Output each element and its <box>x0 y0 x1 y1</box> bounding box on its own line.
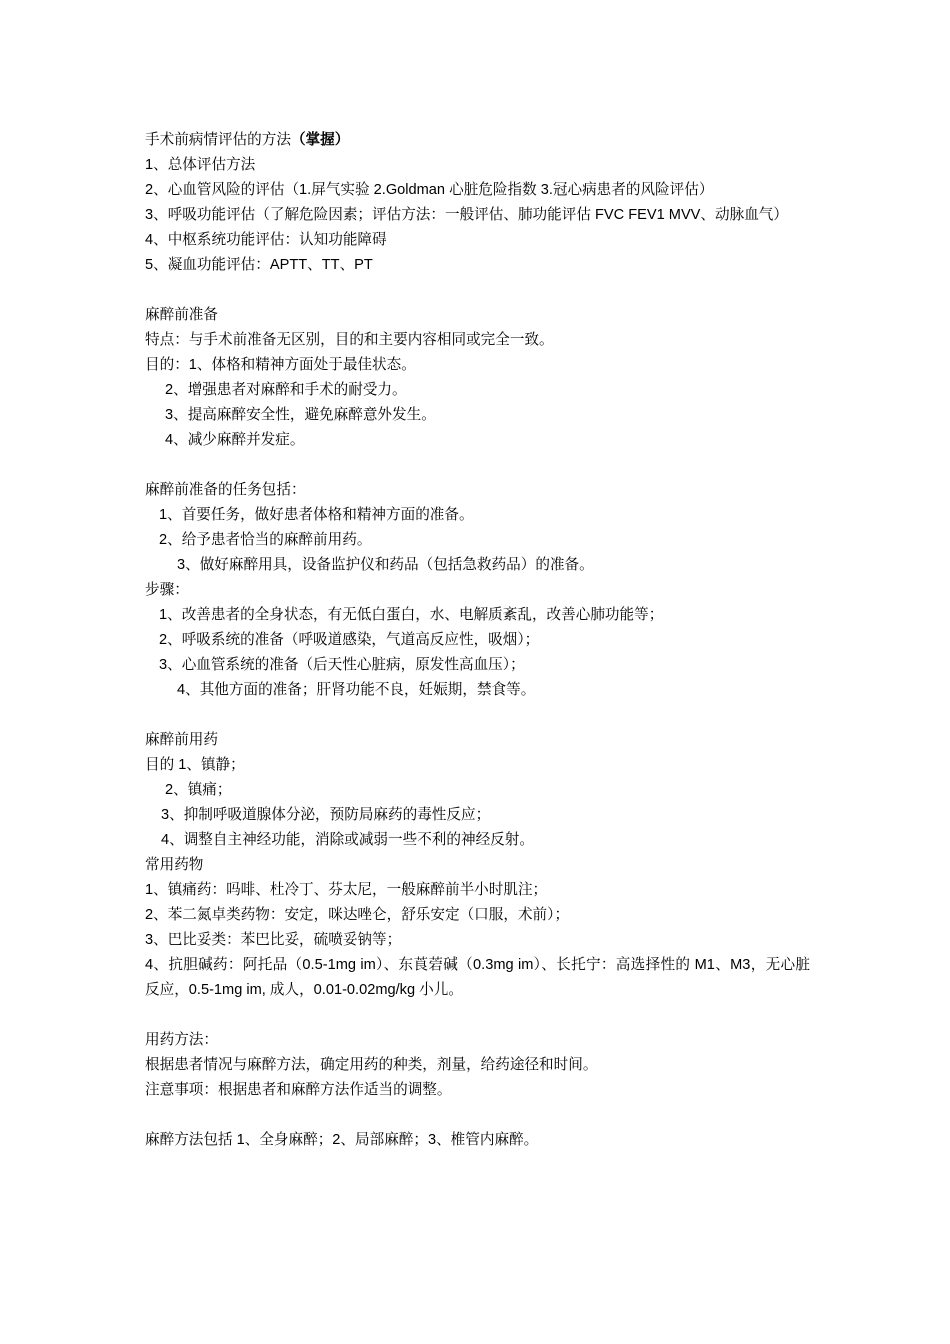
section4-purpose-1: 目的 1、镇静； <box>145 757 245 773</box>
section3-task-1: 1、首要任务，做好患者体格和精神方面的准备。 <box>159 507 474 523</box>
section4-drug-1: 1、镇痛药：吗啡、杜冷丁、芬太尼，一般麻醉前半小时肌注； <box>145 882 548 898</box>
section1-item-3: 3、呼吸功能评估（了解危险因素；评估方法：一般评估、肺功能评估 FVC FEV1 MVV、动脉血气） <box>145 207 788 223</box>
section1-title <box>145 128 810 153</box>
section4-purpose-2: 2、镇痛； <box>165 782 232 798</box>
section6-line: 麻醉方法包括 1、全身麻醉；2、局部麻醉；3、椎管内麻醉。 <box>145 1132 539 1148</box>
section4-title: 麻醉前用药 <box>145 732 218 748</box>
section1-item-5: 5、凝血功能评估：APTT、TT、PT <box>145 257 373 273</box>
section4-purpose-4: 4、调整自主神经功能，消除或减弱一些不利的神经反射。 <box>161 832 534 848</box>
section1-item-2: 2、心血管风险的评估（1.屏气实验 2.Goldman 心脏危险指数 3.冠心病患者的风险评估） <box>145 182 714 198</box>
section2-purpose-1: 目的：1、体格和精神方面处于最佳状态。 <box>145 357 416 373</box>
section2-purpose-4: 4、减少麻醉并发症。 <box>165 432 305 448</box>
section2-purpose-3: 3、提高麻醉安全性，避免麻醉意外发生。 <box>165 407 436 423</box>
section1-title-text: 手术前病情评估的方法 <box>145 132 291 148</box>
section4-drug-3: 3、巴比妥类：苯巴比妥，硫喷妥钠等； <box>145 932 402 948</box>
section2-purpose-2: 2、增强患者对麻醉和手术的耐受力。 <box>165 382 407 398</box>
section1-item-4: 4、中枢系统功能评估：认知功能障碍 <box>145 232 387 248</box>
section2-feature: 特点：与手术前准备无区别，目的和主要内容相同或完全一致。 <box>145 332 554 348</box>
document-page <box>145 128 810 1153</box>
section3-steps-title: 步骤： <box>145 582 189 598</box>
section4-drugs-title: 常用药物 <box>145 857 204 873</box>
section4-purpose-3: 3、抑制呼吸道腺体分泌，预防局麻药的毒性反应； <box>161 807 491 823</box>
section5-notes: 注意事项：根据患者和麻醉方法作适当的调整。 <box>145 1082 452 1098</box>
section3-task-3: 3、做好麻醉用具，设备监护仪和药品（包括急救药品）的准备。 <box>177 557 594 573</box>
section3-step-4: 4、其他方面的准备；肝肾功能不良，妊娠期，禁食等。 <box>177 682 536 698</box>
section3-task-2: 2、给予患者恰当的麻醉前用药。 <box>159 532 372 548</box>
section3-step-3: 3、心血管系统的准备（后天性心脏病，原发性高血压）； <box>159 657 525 673</box>
section5-title: 用药方法： <box>145 1032 218 1048</box>
section4-drug-2: 2、苯二氮卓类药物：安定，咪达唑仑，舒乐安定（口服，术前）； <box>145 907 570 923</box>
section3-title: 麻醉前准备的任务包括： <box>145 482 306 498</box>
section2-title: 麻醉前准备 <box>145 307 218 323</box>
section1-title-bold: （掌握） <box>290 132 350 148</box>
section4-drug-4: 4、抗胆碱药：阿托品（0.5-1mg im）、东莨菪碱（0.3mg im）、长托宁：高选择性的 M1、M3，无心脏反应，0.5-1mg im, 成人，0.01-0.02mg/kg 小儿。 <box>145 957 810 998</box>
section3-step-2: 2、呼吸系统的准备（呼吸道感染，气道高反应性，吸烟）； <box>159 632 540 648</box>
section5-method: 根据患者情况与麻醉方法，确定用药的种类，剂量，给药途径和时间。 <box>145 1057 598 1073</box>
section3-step-1: 1、改善患者的全身状态，有无低白蛋白，水、电解质紊乱，改善心肺功能等； <box>159 607 664 623</box>
section1-item-1: 1、总体评估方法 <box>145 157 256 173</box>
